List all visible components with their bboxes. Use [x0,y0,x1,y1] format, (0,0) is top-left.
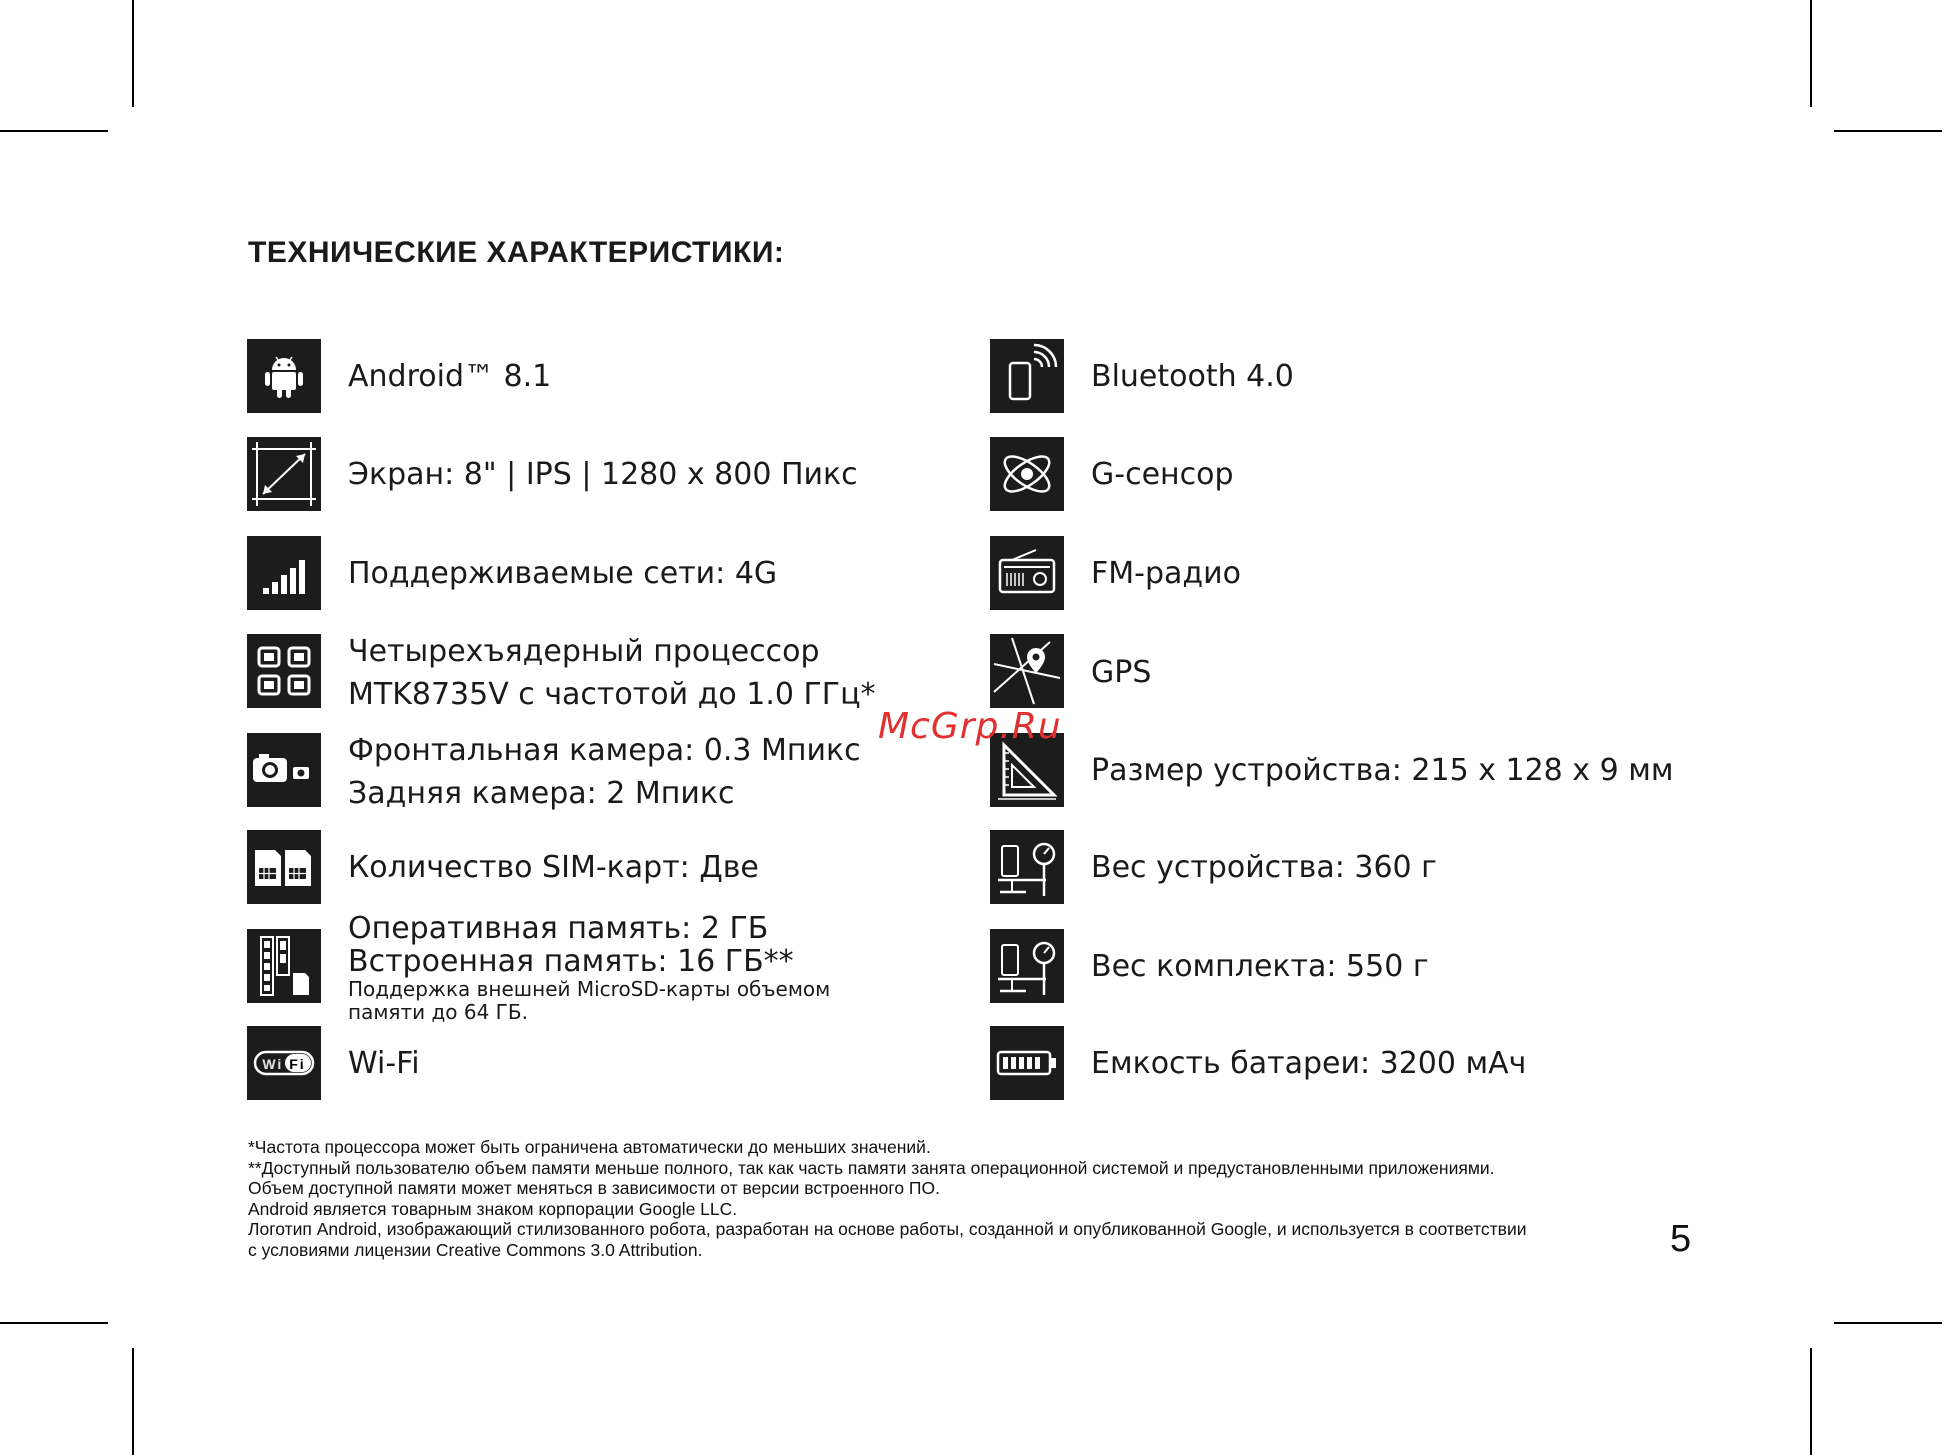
footnote: **Доступный пользователю объем памяти меньше полного, так как часть памяти занята операционной системой и предустановленными приложениями. [248,1157,1495,1178]
crop-mark [1834,130,1942,132]
footnote: с условиями лицензии Creative Commons 3.0 Attribution. [248,1239,703,1260]
spec-sim: Количество SIM-карт: Две [348,850,759,885]
battery-icon [990,1026,1064,1100]
android-icon [247,339,321,413]
footnote: Объем доступной памяти может меняться в зависимости от версии встроенного ПО. [248,1178,940,1198]
spec-processor: Четырехъядерный процессор MTK8735V с частотой до 1.0 ГГц* [348,634,876,712]
spec-battery: Емкость батареи: 3200 мАч [1091,1046,1527,1081]
page-number: 5 [1670,1218,1692,1260]
spec-fm: FM-радио [1091,556,1241,591]
crop-mark [132,1348,134,1455]
sim-card-icon [247,830,321,904]
spec-gps: GPS [1091,655,1152,690]
footnote: Android является товарным знаком корпорации Google LLC. [248,1198,738,1219]
processor-icon [247,634,321,708]
spec-camera: Фронтальная камера: 0.3 Мпикс Задняя камера: 2 Мпикс [348,733,861,811]
crop-mark [1834,1322,1942,1324]
crop-mark [0,1322,108,1324]
signal-bars-icon [247,536,321,610]
crop-mark [0,130,108,132]
wifi-icon [247,1026,321,1100]
watermark: McGrp.Ru [878,706,1062,747]
spec-bluetooth: Bluetooth 4.0 [1091,359,1294,394]
crop-mark [1810,0,1812,107]
gps-map-icon [990,634,1064,708]
screen-diagonal-icon [247,437,321,511]
scale-kit-icon [990,929,1064,1003]
g-sensor-icon [990,437,1064,511]
scale-device-icon [990,830,1064,904]
spec-networks: Поддерживаемые сети: 4G [348,556,778,591]
crop-mark [132,0,134,107]
spec-android: Android™ 8.1 [348,359,552,394]
spec-weight-device: Вес устройства: 360 г [1091,850,1437,885]
spec-memory: Оперативная память: 2 ГБ Встроенная память: 16 ГБ** Поддержка внешней MicroSD-карты объемом памяти до 64 ГБ. [348,911,831,1024]
spec-wifi: Wi-Fi [348,1046,420,1081]
radio-icon [990,536,1064,610]
bluetooth-phone-icon [990,339,1064,413]
page-title: ТЕХНИЧЕСКИЕ ХАРАКТЕРИСТИКИ: [248,236,785,269]
footnote: *Частота процессора может быть ограничена автоматически до меньших значений. [248,1137,931,1157]
spec-screen: Экран: 8" | IPS | 1280 x 800 Пикс [348,457,858,492]
memory-icon [247,929,321,1003]
camera-icon [247,733,321,807]
wifi-icon-label: Wi Fi [262,1056,306,1072]
crop-mark [1810,1348,1812,1455]
spec-weight-kit: Вес комплекта: 550 г [1091,949,1429,984]
spec-size: Размер устройства: 215 x 128 x 9 мм [1091,753,1674,788]
spec-gsensor: G-сенсор [1091,457,1234,492]
footnote: Логотип Android, изображающий стилизованного робота, разработан на основе работы, созданной и опубликованной Google, и используется в соответствии [248,1219,1527,1239]
footnotes [248,1137,1527,1260]
